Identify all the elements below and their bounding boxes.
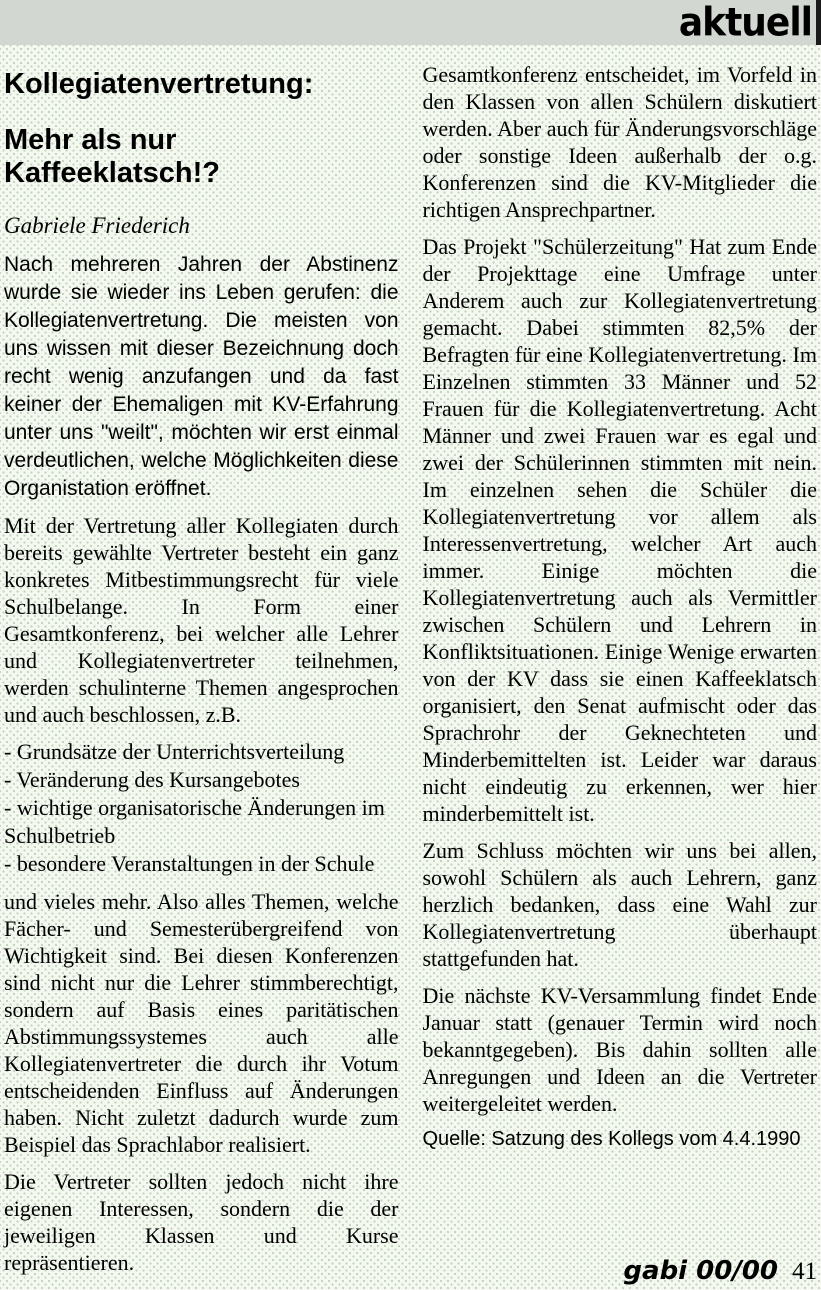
body-paragraph: Gesamtkonferenz entscheidet, im Vorfeld in den Klassen von allen Schülern diskutiert werden. Aber auch für Änderungsvorschläge oder sonstige Ideen außerhalb der o.g. Konferenzen sind die KV-Mitglieder die richtigen Ansprechpartner. (422, 62, 817, 222)
page-header-bar (0, 0, 821, 45)
section-label: aktuell (678, 0, 812, 46)
article-author: Gabriele Friederich (4, 213, 190, 238)
body-paragraph: Die nächste KV-Versammlung findet Ende Januar statt (genauer Termin wird noch bekanntgegeben). Bis dahin sollten alle Anregungen und Ideen an die Vertreter weitergeleitet werden. (422, 983, 817, 1116)
list-item: - Veränderung des Kursangebotes (4, 767, 300, 792)
intro-paragraph: Nach mehreren Jahren der Abstinenz wurde sie wieder ins Leben gerufen: die Kollegiatenvertretung. Die meisten von uns wissen mit dieser Bezeichnung doch recht wenig anzufangen und da fast keiner der Ehemaligen mit KV-Erfahrung unter uns "weilt", möchten wir erst einmal verdeutlichen, welche Möglichkeiten diese Organistation eröffnet. (4, 253, 399, 500)
left-column (4, 58, 399, 1286)
list-item: - Grundsätze der Unterrichtsverteilung (4, 739, 345, 764)
article-content (4, 58, 817, 1286)
body-paragraph: Das Projekt "Schülerzeitung" Hat zum Ende der Projekttage eine Umfrage unter Anderem auch zur Kollegiatenvertretung gemacht. Dabei stimmten 82,5% der Befragten für eine Kollegiatenvertretung. Im Einzelnen stimmten 33 Männer und 52 Frauen für die Kollegiatenvertretung. Acht Männer und zwei Frauen war es egal und zwei der Schülerinnen stimmten mit nein. Im einzelnen sehen die Schüler die Kollegiatenvertretung vor allem als Interessenvertretung, welcher Art auch immer. Einige möchten die Kollegiatenvertretung auch als Vermittler zwischen Schülern und Lehrern in Konfliktsituationen. Einige Wenige erwarten von der KV dass sie einen Kaffeeklatsch organisiert, den Senat aufmischt oder das Sprachrohr der Geknechteten und Minderbemittelten ist. Leider war daraus nicht eindeutig zu erkennen, wer hier minderbemittelt ist. (422, 234, 817, 826)
source-line: Quelle: Satzung des Kollegs vom 4.4.1990 (422, 1128, 801, 1150)
body-paragraph: Die Vertreter sollten jedoch nicht ihre eigenen Interessen, sondern die der jeweiligen Klassen und Kurse repräsentieren. (4, 1169, 399, 1275)
body-paragraph: Mit der Vertretung aller Kollegiaten durch bereits gewählte Vertreter besteht ein ganz konkretes Mitbestimmungsrecht für viele Schulbelange. In Form einer Gesamtkonferenz, bei welcher alle Lehrer und Kollegiatenvertreter teilnehmen, werden schulinterne Themen angesprochen und auch beschlossen, z.B. (4, 513, 399, 727)
page-footer (623, 1258, 817, 1284)
page-number: 41 (792, 1258, 817, 1285)
article-title-line2: Mehr als nur Kaffeeklatsch!? (4, 124, 220, 189)
topic-list (4, 738, 399, 878)
issue-label: gabi 00/00 (623, 1256, 778, 1286)
list-item: - wichtige organisatorische Änderungen im Schulbetrieb (4, 795, 385, 848)
right-column (423, 58, 818, 1286)
article-title-line1: Kollegiatenvertretung: (4, 68, 314, 100)
list-item: - besondere Veranstaltungen in der Schule (4, 851, 375, 876)
body-paragraph: und vieles mehr. Also alles Themen, welche Fächer- und Semesterübergreifend von Wichtigkeit sind. Bei diesen Konferenzen sind nicht nur die Lehrer stimmberechtigt, sondern auf Basis eines paritätischen Abstimmungssystemes auch alle Kollegiatenvertreter die durch ihr Votum entscheidenden Einfluss auf Änderungen haben. Nicht zuletzt dadurch wurde zum Beispiel das Sprachlabor realisiert. (4, 889, 399, 1157)
body-paragraph: Zum Schluss möchten wir uns bei allen, sowohl Schülern als auch Lehrern, ganz herzlich bedanken, dass eine Wahl zur Kollegiatenvertretung überhaupt stattgefunden hat. (422, 838, 817, 971)
